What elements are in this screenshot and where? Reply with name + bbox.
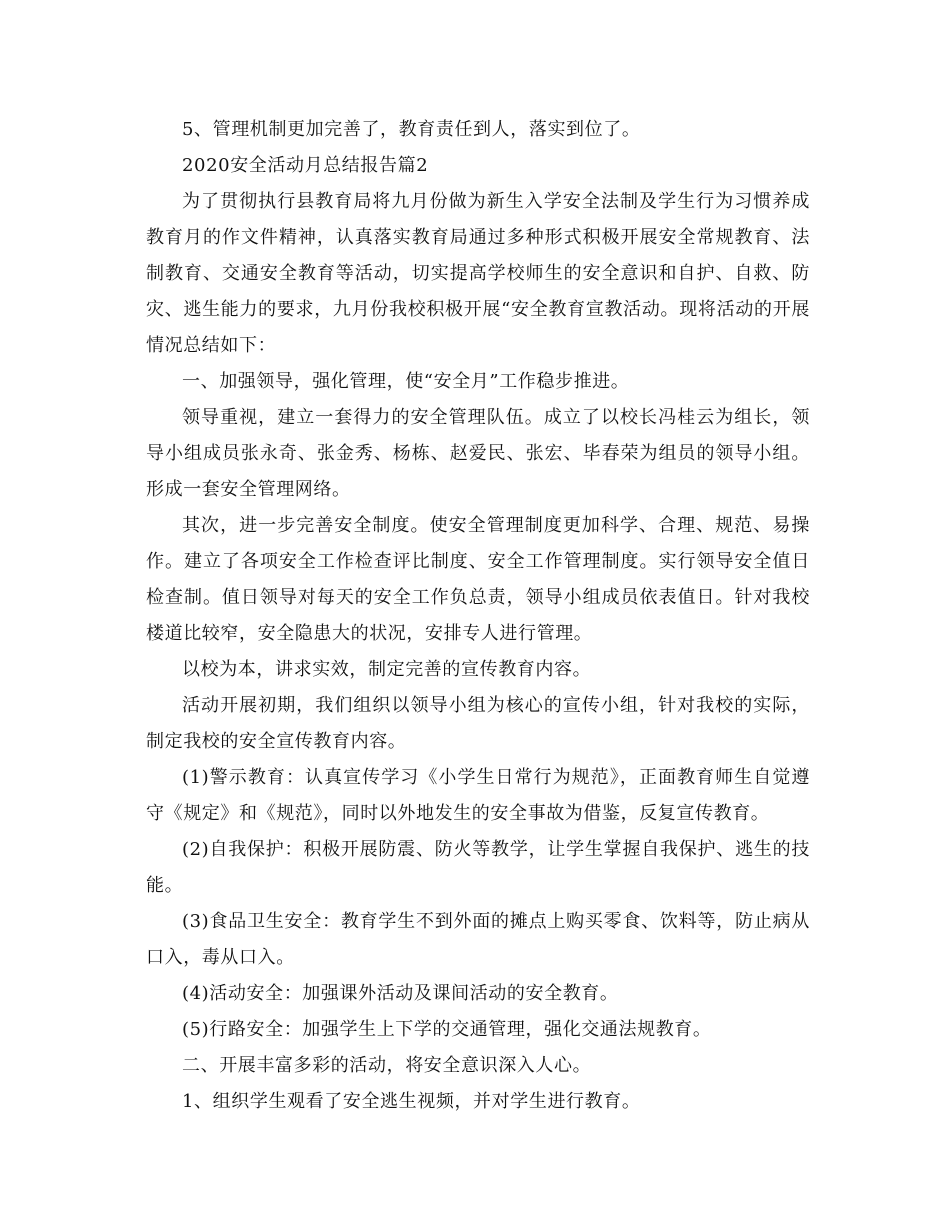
heading-part-one: 一、加强领导，强化管理，使“安全月”工作稳步推进。 (182, 371, 630, 392)
section-heading: 2020安全活动月总结报告篇2 (182, 155, 429, 176)
list-item-road-safety: (5)行路安全：加强学生上下学的交通管理，强化交通法规教育。 (182, 1019, 712, 1040)
list-item-self-protection: (2)自我保护：积极开展防震、防火等教学，让学生掌握自我保护、逃生的技能。 (146, 839, 810, 896)
list-item-warning: (1)警示教育：认真宣传学习《小学生日常行为规范》，正面教育师生自觉遵守《规定》和《规范》，同时以外地发生的安全事故为借鉴，反复宣传教育。 (146, 767, 810, 824)
list-item-activity-safety: (4)活动安全：加强课外活动及课间活动的安全教育。 (182, 983, 619, 1004)
paragraph-1: 5、管理机制更加完善了，教育责任到人，落实到位了。 (182, 119, 641, 140)
paragraph-leadership: 领导重视，建立一套得力的安全管理队伍。成立了以校长冯桂云为组长，领导小组成员张永奇、张金秀、杨栋、赵爱民、张宏、毕春荣为组员的领导小组。形成一套安全管理网络。 (146, 407, 810, 500)
paragraph-video: 1、组织学生观看了安全逃生视频，并对学生进行教育。 (182, 1091, 641, 1112)
paragraph-system: 其次，进一步完善安全制度。使安全管理制度更加科学、合理、规范、易操作。建立了各项安全工作检查评比制度、安全工作管理制度。实行领导安全值日检查制。值日领导对每天的安全工作负总责，领导小组成员依表值日。针对我校楼道比较窄，安全隐患大的状况，安排专人进行管理。 (146, 515, 810, 644)
paragraph-school-based: 以校为本，讲求实效，制定完善的宣传教育内容。 (182, 659, 592, 680)
paragraph-intro: 为了贯彻执行县教育局将九月份做为新生入学安全法制及学生行为习惯养成教育月的作文件精神，认真落实教育局通过多种形式积极开展安全常规教育、法制教育、交通安全教育等活动，切实提高学校师生的安全意识和自护、自救、防灾、逃生能力的要求，九月份我校积极开展“安全教育宣教活动。现将活动的开展情况总结如下： (146, 191, 810, 356)
heading-part-two: 二、开展丰富多彩的活动，将安全意识深入人心。 (182, 1055, 592, 1076)
document-body (146, 112, 810, 1120)
list-item-food-safety: (3)食品卫生安全：教育学生不到外面的摊点上购买零食、饮料等，防止病从口入，毒从口入。 (146, 911, 810, 968)
paragraph-early-activity: 活动开展初期，我们组织以领导小组为核心的宣传小组，针对我校的实际，制定我校的安全宣传教育内容。 (146, 695, 810, 752)
